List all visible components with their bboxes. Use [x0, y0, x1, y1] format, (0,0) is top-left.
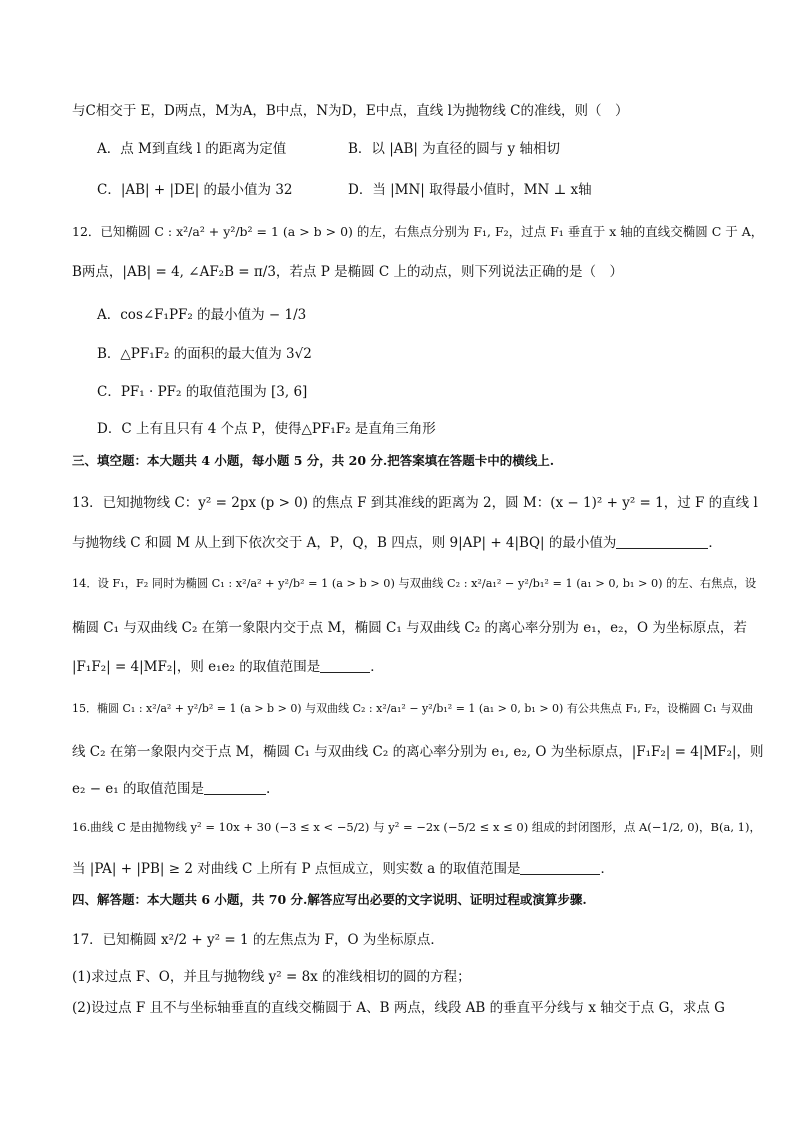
q11-option-d: D．当 |MN| 取得最小值时，MN ⊥ x轴: [348, 182, 592, 198]
q15-line-2: 线 C₂ 在第一象限内交于点 M，椭圆 C₁ 与双曲线 C₂ 的离心率分别为 e₁, e₂, O 为坐标原点，|F₁F₂| = 4|MF₂|，则: [72, 744, 764, 760]
q15-answer-blank[interactable]: [204, 780, 266, 795]
q16-answer-blank[interactable]: [520, 860, 600, 875]
q12-option-d: D．C 上有且只有 4 个点 P，使得△PF₁F₂ 是直角三角形: [97, 421, 436, 437]
q16-line-1: 16.曲线 C 是由抛物线 y² = 10x + 30 (−3 ≤ x < −5/2) 与 y² = −2x (−5/2 ≤ x ≤ 0) 组成的封闭图形，点 A(−1/2, 0)，B(a, 1)，: [72, 820, 761, 834]
q17-part-1: (1)求过点 F、O，并且与抛物线 y² = 8x 的准线相切的圆的方程；: [72, 969, 471, 985]
q12-line-1: 12．已知椭圆 C : x²/a² + y²/b² = 1 (a > b > 0) 的左，右焦点分别为 F₁, F₂，过点 F₁ 垂直于 x 轴的直线交椭圆 C 于 A，: [72, 224, 764, 239]
q11-stem-tail: 与C相交于 E，D两点，M为A，B中点，N为D，E中点，直线 l为抛物线 C的准线，则（ ）: [72, 103, 629, 119]
q14-line-3: [72, 657, 754, 677]
q14-line-1: 14．设 F₁，F₂ 同时为椭圆 C₁ : x²/a² + y²/b² = 1 (a > b > 0) 与双曲线 C₂ : x²/a₁² − y²/b₁² = 1 (a₁ > 0, b₁ > 0) 的左、右焦点，设: [72, 577, 757, 590]
q17-line-1: 17．已知椭圆 x²/2 + y² = 1 的左焦点为 F，O 为坐标原点．: [72, 932, 444, 948]
q14-answer-blank[interactable]: [320, 658, 370, 673]
section-3-heading: 三、填空题：本大题共 4 小题，每小题 5 分，共 20 分.把答案填在答题卡中的横线上.: [72, 453, 555, 468]
q11-option-b: B．以 |AB| 为直径的圆与 y 轴相切: [348, 141, 560, 157]
q12-option-a: A．cos∠F₁PF₂ 的最小值为 − 1/3: [97, 307, 307, 323]
q16-end: ．: [600, 861, 614, 877]
section-4-heading: 四、解答题：本大题共 6 小题，共 70 分.解答应写出必要的文字说明、证明过程或演算步骤.: [72, 892, 587, 907]
q15-line-1: 15．椭圆 C₁ : x²/a² + y²/b² = 1 (a > b > 0) 与双曲线 C₂ : x²/a₁² − y²/b₁² = 1 (a₁ > 0, b₁ > 0) 有公共焦点 F₁, F₂，设椭圆 C₁ 与双曲: [72, 702, 754, 715]
q12-option-b: B．△PF₁F₂ 的面积的最大值为 3√2: [97, 346, 312, 362]
q14-end: ．: [370, 659, 384, 675]
q12-option-c: C．PF₁ · PF₂ 的取值范围为 [3, 6]: [97, 384, 308, 400]
q16-line-2: [72, 859, 754, 879]
q13-text: 与抛物线 C 和圆 M 从上到下依次交于 A，P，Q，B 四点，则 9|AP| + 4|BQ| 的最小值为: [72, 535, 617, 551]
q17-part-2: (2)设过点 F 且不与坐标轴垂直的直线交椭圆于 A、B 两点，线段 AB 的垂直平分线与 x 轴交于点 G，求点 G: [72, 1000, 725, 1016]
q13-answer-blank[interactable]: [616, 534, 708, 549]
q14-text: |F₁F₂| = 4|MF₂|，则 e₁e₂ 的取值范围是: [72, 659, 321, 675]
q15-end: .: [266, 781, 271, 797]
q13-end: ．: [708, 535, 722, 551]
q12-line-2: B两点，|AB| = 4, ∠AF₂B = π/3，若点 P 是椭圆 C 上的动点，则下列说法正确的是（ ）: [72, 264, 623, 280]
q14-line-2: 椭圆 C₁ 与双曲线 C₂ 在第一象限内交于点 M，椭圆 C₁ 与双曲线 C₂ 的离心率分别为 e₁，e₂，O 为坐标原点，若: [72, 620, 747, 636]
q11-option-c: C．|AB| + |DE| 的最小值为 32: [97, 182, 293, 198]
q13-line-2: [72, 533, 754, 553]
q11-option-a: A．点 M到直线 l 的距离为定值: [97, 141, 287, 157]
q15-line-3: [72, 779, 754, 799]
q13-line-1: 13．已知抛物线 C：y² = 2px (p > 0) 的焦点 F 到其准线的距离为 2，圆 M：(x − 1)² + y² = 1，过 F 的直线 l: [72, 495, 758, 511]
q16-text: 当 |PA| + |PB| ≥ 2 对曲线 C 上所有 P 点恒成立，则实数 a 的取值范围是: [72, 861, 521, 877]
q15-text: e₂ − e₁ 的取值范围是: [72, 781, 204, 797]
